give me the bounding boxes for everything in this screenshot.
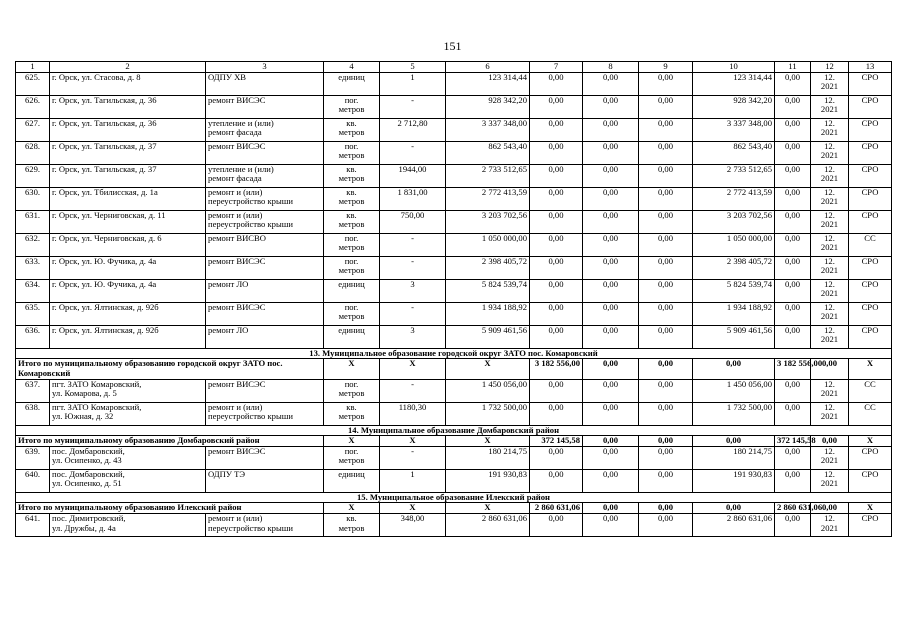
table-cell: пгт. ЗАТО Комаровский, ул. Комарова, д. 5: [50, 379, 206, 402]
table-cell: 0,00: [639, 141, 693, 164]
table-cell: 0,00: [639, 469, 693, 492]
table-cell: 928 342,20: [693, 95, 775, 118]
table-row: [16, 72, 892, 95]
table-cell: -: [380, 302, 446, 325]
table-cell: 3 203 702,56: [693, 210, 775, 233]
table-cell: 0,00: [530, 72, 583, 95]
table-cell: 0,00: [583, 164, 639, 187]
table-cell: СРО: [849, 210, 892, 233]
table-cell: 0,00: [530, 210, 583, 233]
table-cell: 0,00: [639, 325, 693, 348]
subtotal-cell: X: [446, 359, 530, 379]
table-cell: г. Орск, ул. Тагильская, д. 36: [50, 95, 206, 118]
table-cell: 626.: [16, 95, 50, 118]
table-cell: 0,00: [530, 325, 583, 348]
table-cell: 2 733 512,65: [446, 164, 530, 187]
section-heading-row: [16, 492, 892, 503]
table-cell: 1180,30: [380, 402, 446, 425]
table-cell: 2 772 413,59: [446, 187, 530, 210]
table-cell: 0,00: [583, 325, 639, 348]
subtotal-cell: X: [849, 359, 892, 379]
table-cell: г. Орск, ул. Ю. Фучика, д. 4а: [50, 279, 206, 302]
table-row: [16, 141, 892, 164]
table-cell: 0,00: [530, 379, 583, 402]
table-cell: 2 398 405,72: [446, 256, 530, 279]
subtotal-cell: 0,00: [811, 503, 849, 514]
table-cell: 0,00: [530, 95, 583, 118]
column-header: 9: [639, 62, 693, 73]
table-cell: 2 860 631,06: [693, 514, 775, 537]
table-cell: 637.: [16, 379, 50, 402]
subtotal-cell: 0,00: [811, 359, 849, 379]
table-cell: 641.: [16, 514, 50, 537]
column-header: 6: [446, 62, 530, 73]
table-cell: кв. метров: [324, 514, 380, 537]
table-cell: г. Орск, ул. Ялтинская, д. 92б: [50, 325, 206, 348]
subtotal-cell: 3 182 556,00: [530, 359, 583, 379]
table-cell: -: [380, 256, 446, 279]
table-cell: 0,00: [583, 256, 639, 279]
table-cell: пог. метров: [324, 302, 380, 325]
table-cell: 1 050 000,00: [446, 233, 530, 256]
column-header: 13: [849, 62, 892, 73]
table-cell: 0,00: [530, 279, 583, 302]
subtotal-cell: X: [324, 436, 380, 447]
table-cell: 12. 2021: [811, 233, 849, 256]
table-cell: 2 772 413,59: [693, 187, 775, 210]
table-cell: пог. метров: [324, 379, 380, 402]
table-cell: 0,00: [583, 210, 639, 233]
table-cell: 12. 2021: [811, 210, 849, 233]
table-cell: 0,00: [583, 302, 639, 325]
table-row: [16, 95, 892, 118]
table-row: [16, 379, 892, 402]
subtotal-row: [16, 503, 892, 514]
table-cell: 0,00: [639, 256, 693, 279]
table-cell: 0,00: [775, 379, 811, 402]
table-cell: ОДПУ ХВ: [206, 72, 324, 95]
table-cell: 638.: [16, 402, 50, 425]
table-cell: 1944,00: [380, 164, 446, 187]
page-number: 151: [443, 39, 462, 53]
table-cell: СРО: [849, 325, 892, 348]
table-cell: 12. 2021: [811, 72, 849, 95]
table-cell: 0,00: [775, 446, 811, 469]
table-cell: 12. 2021: [811, 325, 849, 348]
table-cell: кв. метров: [324, 164, 380, 187]
table-cell: 0,00: [639, 233, 693, 256]
subtotal-cell: X: [380, 359, 446, 379]
table-row: [16, 256, 892, 279]
column-header: 5: [380, 62, 446, 73]
table-cell: 0,00: [775, 210, 811, 233]
table-cell: 0,00: [639, 379, 693, 402]
subtotal-cell: X: [446, 436, 530, 447]
table-cell: 0,00: [530, 164, 583, 187]
table-cell: 1 732 500,00: [693, 402, 775, 425]
subtotal-cell: 0,00: [693, 359, 775, 379]
table-body: [16, 62, 892, 537]
table-cell: ремонт ЛО: [206, 279, 324, 302]
table-row: [16, 325, 892, 348]
table-cell: ремонт и (или) переустройство крыши: [206, 514, 324, 537]
subtotal-cell: 0,00: [693, 503, 775, 514]
table-cell: ремонт ВИСЭС: [206, 446, 324, 469]
table-cell: 5 824 539,74: [446, 279, 530, 302]
table-cell: 750,00: [380, 210, 446, 233]
table-cell: 0,00: [639, 95, 693, 118]
table-cell: СРО: [849, 118, 892, 141]
table-cell: 191 930,83: [446, 469, 530, 492]
table-cell: утепление и (или) ремонт фасада: [206, 118, 324, 141]
table-cell: 1 831,00: [380, 187, 446, 210]
subtotal-cell: 0,00: [639, 436, 693, 447]
table-row: [16, 118, 892, 141]
table-cell: 1 050 000,00: [693, 233, 775, 256]
table-cell: 862 543,40: [693, 141, 775, 164]
table-cell: 180 214,75: [446, 446, 530, 469]
table-row: [16, 514, 892, 537]
table-cell: 636.: [16, 325, 50, 348]
table-cell: 1 732 500,00: [446, 402, 530, 425]
table-cell: 0,00: [775, 141, 811, 164]
table-cell: СРО: [849, 446, 892, 469]
section-heading: 13. Муниципальное образование городской округ ЗАТО пос. Комаровский: [16, 348, 892, 359]
table-cell: ремонт ВИСЭС: [206, 379, 324, 402]
table-cell: 0,00: [775, 164, 811, 187]
table-cell: пгт. ЗАТО Комаровский, ул. Южная, д. 32: [50, 402, 206, 425]
table-cell: 0,00: [639, 302, 693, 325]
subtotal-cell: 2 860 631,06: [530, 503, 583, 514]
table-cell: -: [380, 141, 446, 164]
table-cell: ремонт ВИСЭС: [206, 95, 324, 118]
table-row: [16, 402, 892, 425]
table-cell: пос. Домбаровский, ул. Осипенко, д. 43: [50, 446, 206, 469]
table-cell: -: [380, 233, 446, 256]
table-cell: СРО: [849, 279, 892, 302]
table-cell: 0,00: [775, 402, 811, 425]
table-cell: ремонт ВИСЭС: [206, 256, 324, 279]
subtotal-cell: 0,00: [811, 436, 849, 447]
table-cell: 123 314,44: [446, 72, 530, 95]
subtotal-cell: 0,00: [583, 359, 639, 379]
table-cell: 0,00: [530, 187, 583, 210]
table-cell: 12. 2021: [811, 379, 849, 402]
table-cell: единиц: [324, 279, 380, 302]
section-heading-row: [16, 425, 892, 436]
table-cell: пог. метров: [324, 95, 380, 118]
table-row: [16, 164, 892, 187]
table-cell: 12. 2021: [811, 164, 849, 187]
table-cell: 0,00: [583, 95, 639, 118]
table-cell: ремонт ВИСВО: [206, 233, 324, 256]
table-cell: пог. метров: [324, 233, 380, 256]
table-cell: 12. 2021: [811, 187, 849, 210]
table-cell: 0,00: [530, 118, 583, 141]
subtotal-cell: 0,00: [583, 503, 639, 514]
table-cell: 632.: [16, 233, 50, 256]
subtotal-cell: 372 145,58: [530, 436, 583, 447]
table-cell: -: [380, 379, 446, 402]
subtotal-cell: X: [849, 503, 892, 514]
table-cell: СРО: [849, 469, 892, 492]
table-cell: 0,00: [775, 256, 811, 279]
table-cell: г. Орск, ул. Черниговская, д. 6: [50, 233, 206, 256]
table-cell: единиц: [324, 72, 380, 95]
table-cell: 0,00: [583, 141, 639, 164]
table-cell: 627.: [16, 118, 50, 141]
table-cell: СС: [849, 379, 892, 402]
table-cell: 0,00: [583, 187, 639, 210]
table-cell: 0,00: [639, 279, 693, 302]
table-cell: -: [380, 446, 446, 469]
table-cell: пог. метров: [324, 256, 380, 279]
table-cell: г. Орск, ул. Стасова, д. 8: [50, 72, 206, 95]
table-cell: ОДПУ ТЭ: [206, 469, 324, 492]
table-row: [16, 233, 892, 256]
table-cell: 0,00: [583, 279, 639, 302]
table-cell: СС: [849, 233, 892, 256]
column-header: 11: [775, 62, 811, 73]
table-cell: ремонт ЛО: [206, 325, 324, 348]
table-row: [16, 469, 892, 492]
subtotal-cell: X: [446, 503, 530, 514]
table-cell: 0,00: [639, 514, 693, 537]
table-cell: 0,00: [530, 402, 583, 425]
table-cell: ремонт и (или) переустройство крыши: [206, 210, 324, 233]
table-cell: 1: [380, 469, 446, 492]
column-header: 8: [583, 62, 639, 73]
table-cell: 631.: [16, 210, 50, 233]
table-cell: 3: [380, 325, 446, 348]
table-cell: г. Орск, ул. Ялтинская, д. 92б: [50, 302, 206, 325]
table-cell: кв. метров: [324, 210, 380, 233]
table-cell: СРО: [849, 302, 892, 325]
table-cell: ремонт и (или) переустройство крыши: [206, 187, 324, 210]
table-cell: 0,00: [775, 514, 811, 537]
table-cell: 2 733 512,65: [693, 164, 775, 187]
table-cell: 0,00: [583, 118, 639, 141]
table-cell: 12. 2021: [811, 514, 849, 537]
table-cell: 0,00: [775, 325, 811, 348]
table-cell: 5 909 461,56: [446, 325, 530, 348]
table-cell: ремонт ВИСЭС: [206, 302, 324, 325]
table-cell: 862 543,40: [446, 141, 530, 164]
table-cell: 12. 2021: [811, 469, 849, 492]
table-cell: 0,00: [775, 72, 811, 95]
subtotal-cell: 3 182 556,00: [775, 359, 811, 379]
column-header: 1: [16, 62, 50, 73]
table-cell: 12. 2021: [811, 302, 849, 325]
table-cell: 0,00: [530, 141, 583, 164]
column-header: 7: [530, 62, 583, 73]
capital-repair-table: [15, 61, 892, 537]
table-row: [16, 446, 892, 469]
column-header: 4: [324, 62, 380, 73]
table-cell: г. Орск, ул. Тбилисская, д. 1а: [50, 187, 206, 210]
table-cell: г. Орск, ул. Тагильская, д. 37: [50, 141, 206, 164]
section-heading: 15. Муниципальное образование Илекский район: [16, 492, 892, 503]
section-heading-row: [16, 348, 892, 359]
subtotal-label: Итого по муниципальному образованию городской округ ЗАТО пос. Комаровский: [16, 359, 324, 379]
table-cell: СРО: [849, 72, 892, 95]
table-cell: ремонт ВИСЭС: [206, 141, 324, 164]
table-cell: 12. 2021: [811, 279, 849, 302]
table-cell: 0,00: [639, 210, 693, 233]
table-cell: СС: [849, 402, 892, 425]
table-cell: 928 342,20: [446, 95, 530, 118]
table-cell: 0,00: [583, 469, 639, 492]
subtotal-cell: 0,00: [693, 436, 775, 447]
table-cell: 180 214,75: [693, 446, 775, 469]
table-cell: 3 337 348,00: [446, 118, 530, 141]
subtotal-cell: 0,00: [639, 359, 693, 379]
table-cell: 0,00: [775, 279, 811, 302]
table-cell: единиц: [324, 325, 380, 348]
table-cell: 1 450 056,00: [446, 379, 530, 402]
table-cell: 635.: [16, 302, 50, 325]
table-cell: 1 934 188,92: [693, 302, 775, 325]
table-cell: 0,00: [639, 187, 693, 210]
table-row: [16, 302, 892, 325]
table-cell: 123 314,44: [693, 72, 775, 95]
column-header: 12: [811, 62, 849, 73]
subtotal-cell: X: [324, 359, 380, 379]
table-cell: единиц: [324, 469, 380, 492]
subtotal-cell: X: [380, 503, 446, 514]
table-cell: 0,00: [530, 446, 583, 469]
table-cell: 0,00: [775, 233, 811, 256]
table-cell: кв. метров: [324, 402, 380, 425]
table-cell: кв. метров: [324, 187, 380, 210]
table-cell: 628.: [16, 141, 50, 164]
table-cell: 630.: [16, 187, 50, 210]
table-cell: 633.: [16, 256, 50, 279]
table-cell: 12. 2021: [811, 141, 849, 164]
table-cell: 3: [380, 279, 446, 302]
table-cell: пос. Димитровский, ул. Дружбы, д. 4а: [50, 514, 206, 537]
table-cell: г. Орск, ул. Тагильская, д. 36: [50, 118, 206, 141]
subtotal-row: [16, 359, 892, 379]
column-header: 10: [693, 62, 775, 73]
table-cell: 0,00: [639, 164, 693, 187]
table-row: [16, 187, 892, 210]
table-cell: 0,00: [530, 256, 583, 279]
table-cell: СРО: [849, 187, 892, 210]
table-cell: пог. метров: [324, 141, 380, 164]
table-cell: 12. 2021: [811, 402, 849, 425]
table-cell: 0,00: [530, 469, 583, 492]
table-cell: г. Орск, ул. Черниговская, д. 11: [50, 210, 206, 233]
table-cell: 0,00: [583, 402, 639, 425]
table-cell: 2 712,80: [380, 118, 446, 141]
table-cell: 0,00: [530, 302, 583, 325]
table-cell: 3 203 702,56: [446, 210, 530, 233]
column-header: 3: [206, 62, 324, 73]
subtotal-cell: 372 145,58: [775, 436, 811, 447]
table-cell: 0,00: [583, 72, 639, 95]
table-cell: 12. 2021: [811, 256, 849, 279]
table-cell: ремонт и (или) переустройство крыши: [206, 402, 324, 425]
table-cell: 1 934 188,92: [446, 302, 530, 325]
subtotal-cell: X: [324, 503, 380, 514]
subtotal-cell: X: [380, 436, 446, 447]
table-cell: СРО: [849, 514, 892, 537]
table-cell: 0,00: [639, 402, 693, 425]
table-cell: 640.: [16, 469, 50, 492]
table-cell: 0,00: [775, 118, 811, 141]
table-cell: 0,00: [583, 379, 639, 402]
table-cell: 2 398 405,72: [693, 256, 775, 279]
subtotal-label: Итого по муниципальному образованию Илекский район: [16, 503, 324, 514]
table-cell: 0,00: [775, 95, 811, 118]
table-cell: 625.: [16, 72, 50, 95]
table-cell: СРО: [849, 141, 892, 164]
subtotal-row: [16, 436, 892, 447]
table-cell: 0,00: [530, 514, 583, 537]
table-cell: 0,00: [775, 302, 811, 325]
column-header: 2: [50, 62, 206, 73]
table-cell: 0,00: [639, 72, 693, 95]
table-cell: г. Орск, ул. Ю. Фучика, д. 4а: [50, 256, 206, 279]
table-cell: 0,00: [530, 233, 583, 256]
table-cell: СРО: [849, 95, 892, 118]
table-cell: 0,00: [775, 187, 811, 210]
table-cell: кв. метров: [324, 118, 380, 141]
table-cell: 12. 2021: [811, 446, 849, 469]
table-cell: г. Орск, ул. Тагильская, д. 37: [50, 164, 206, 187]
table-cell: 0,00: [639, 118, 693, 141]
table-cell: 0,00: [639, 446, 693, 469]
table-cell: 348,00: [380, 514, 446, 537]
table-cell: 191 930,83: [693, 469, 775, 492]
column-number-header: [16, 62, 892, 73]
subtotal-cell: 2 860 631,06: [775, 503, 811, 514]
table-cell: пос. Домбаровский, ул. Осипенко, д. 51: [50, 469, 206, 492]
table-cell: 12. 2021: [811, 118, 849, 141]
table-cell: 5 909 461,56: [693, 325, 775, 348]
section-heading: 14. Муниципальное образование Домбаровский район: [16, 425, 892, 436]
table-cell: 634.: [16, 279, 50, 302]
table-cell: 3 337 348,00: [693, 118, 775, 141]
table-cell: 2 860 631,06: [446, 514, 530, 537]
table-cell: 0,00: [583, 233, 639, 256]
table-cell: 629.: [16, 164, 50, 187]
subtotal-cell: 0,00: [583, 436, 639, 447]
subtotal-label: Итого по муниципальному образованию Домбаровский район: [16, 436, 324, 447]
table-cell: 1 450 056,00: [693, 379, 775, 402]
table-cell: утепление и (или) ремонт фасада: [206, 164, 324, 187]
table-row: [16, 279, 892, 302]
table-cell: 12. 2021: [811, 95, 849, 118]
subtotal-cell: X: [849, 436, 892, 447]
table-cell: СРО: [849, 256, 892, 279]
table-cell: пог. метров: [324, 446, 380, 469]
table-cell: 0,00: [583, 514, 639, 537]
subtotal-cell: 0,00: [639, 503, 693, 514]
table-cell: -: [380, 95, 446, 118]
table-cell: 0,00: [583, 446, 639, 469]
table-row: [16, 210, 892, 233]
table-cell: 5 824 539,74: [693, 279, 775, 302]
table-cell: 639.: [16, 446, 50, 469]
table-cell: СРО: [849, 164, 892, 187]
table-cell: 0,00: [775, 469, 811, 492]
table-cell: 1: [380, 72, 446, 95]
